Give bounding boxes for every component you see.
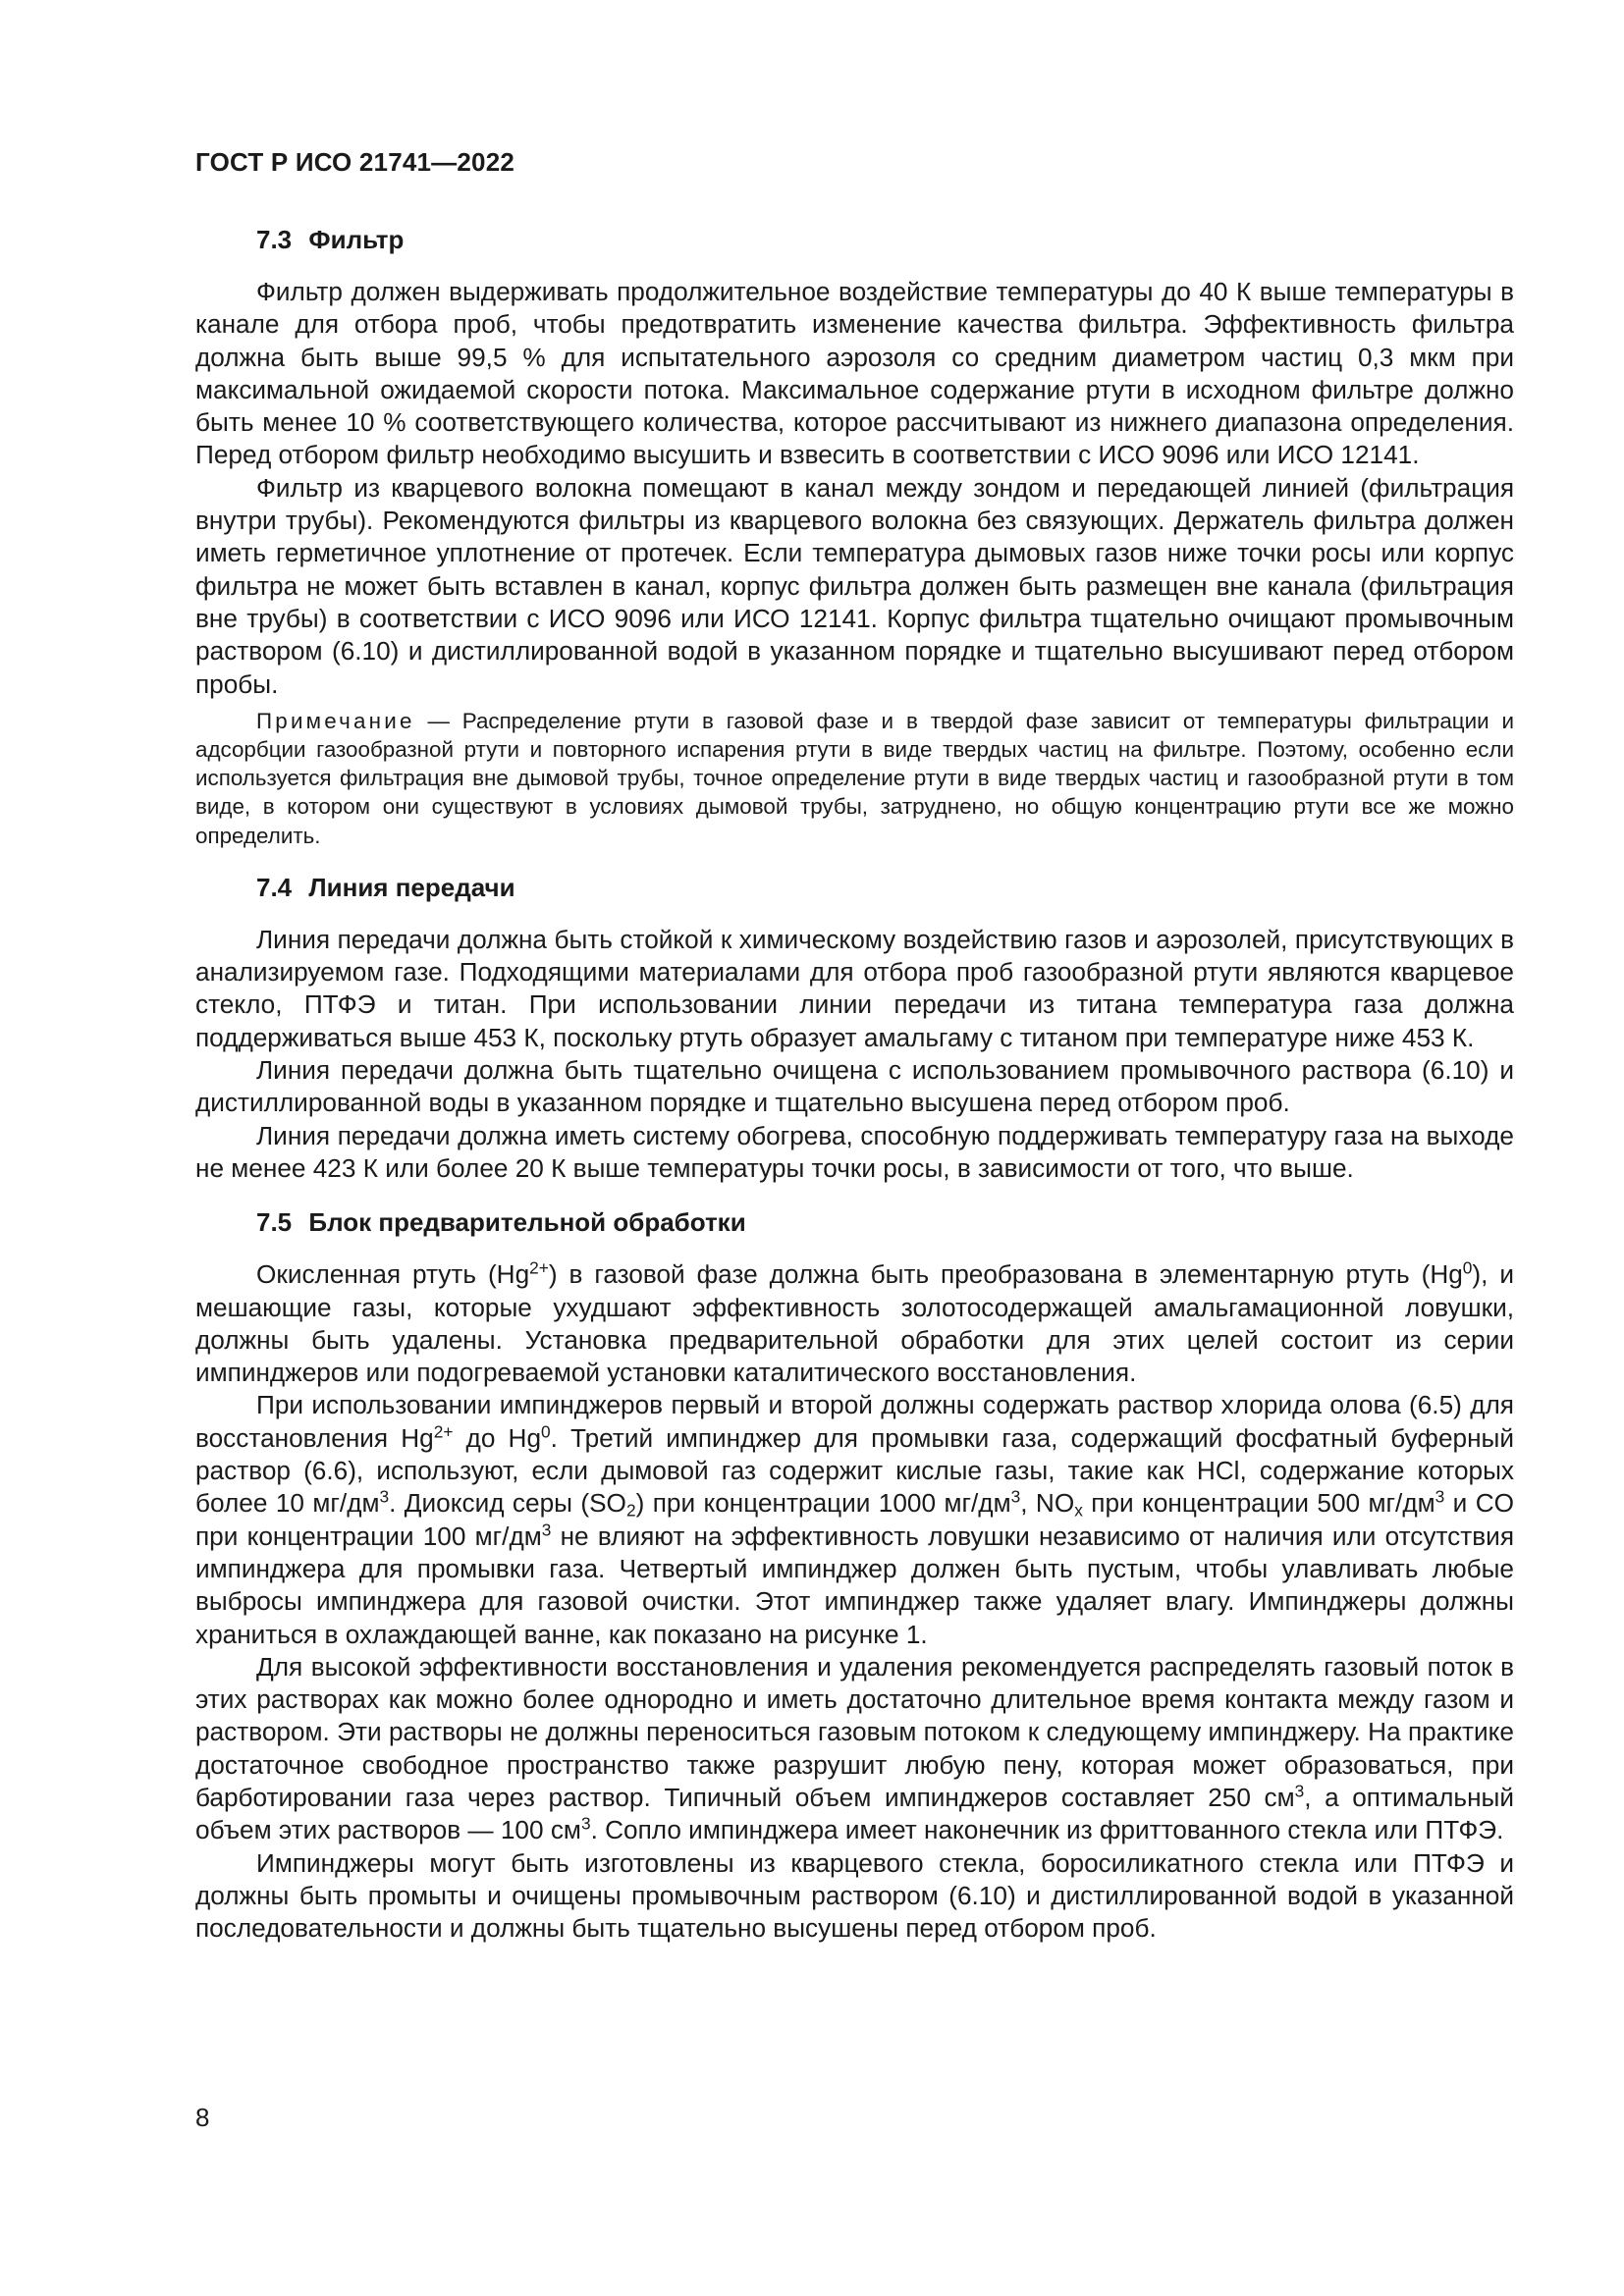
paragraph: Линия передачи должна иметь систему обогрева, способную поддерживать температуру газа на выходе не менее 423 К или более 20 К выше температуры точки росы, в зависимости от того, что выше. [195, 1120, 1514, 1183]
paragraph: При использовании импинджеров первый и второй должны содержать раствор хлорида олова (6.5) для восстановления $Hg^{2+}$ до Hg$^0$. Третий импинджер для промывки газа, содержащий фосфатный буферный раствор (6.6), используют, если дымовой газ содержит кислые газы, такие как HCl, содержание которых более 10 $мг/дм^3$. Диоксид серы $(SO_2)$ при концентрации 1000 $мг/дм^3$, $NO_x$ при концентрации 500 $мг/дм^3$ и CO при концентрации 100 $мг/дм^3$ не влияют на эффективность ловушки независимо от наличия или отсутствия импинджера для промывки газа. Четвертый импинджер должен быть пустым, чтобы улавливать любые выбросы импинджера для газовой очистки. Этот импинджер также удаляет влагу. Импинджеры должны храниться в охлаждающей ванне, как показано на рисунке 1. [195, 1390, 1514, 1649]
paragraph: Импинджеры могут быть изготовлены из кварцевого стекла, боросиликатного стекла или ПТФЭ и должны быть промыты и очищены промывочным раствором (6.10) и дистиллированной водой в указанной последовательности и должны быть тщательно высушены перед отбором проб. [195, 1847, 1514, 1944]
paragraph: Фильтр должен выдерживать продолжительное воздействие температуры до 40 К выше температуры в канале для отбора проб, чтобы предотвратить изменение качества фильтра. Эффективность фильтра должна быть выше 99,5 % для испытательного аэрозоля со средним диаметром частиц 0,3 мкм при максимальной ожидаемой скорости потока. Максимальное содержание ртути в исходном фильтре должно быть менее 10 % соответствующего количества, которое рассчитывают из нижнего диапазона определения. Перед отбором фильтр необходимо высушить и взвесить в соответствии с ИСО 9096 или ИСО 12141. [195, 277, 1514, 470]
paragraph: Окисленная ртуть $(Hg^{2+})$ в газовой фазе должна быть преобразована в элементарную ртуть (Hg$^0$), и мешающие газы, которые ухудшают эффективность золотосодержащей амальгамационной ловушки, должны быть удалены. Установка предварительной обработки для этих целей состоит из серии импинджеров или подогреваемой установки каталитического восстановления. [195, 1257, 1514, 1388]
section-number: 7.3 [256, 225, 293, 254]
document-header: ГОСТ Р ИСО 21741—2022 [195, 147, 515, 177]
section-title: Фильтр [308, 225, 405, 254]
section-heading-7-5 [195, 1206, 1514, 1239]
paragraph: Линия передачи должна быть стойкой к химическому воздействию газов и аэрозолей, присутствующих в анализируемом газе. Подходящими материалами для отбора проб газообразной ртути являются кварцевое стекло, ПТФЭ и титан. При использовании линии передачи из титана температура газа должна поддерживаться выше 453 К, поскольку ртуть образует амальгаму с титаном при температуре ниже 453 К. [195, 924, 1514, 1052]
paragraph: Фильтр из кварцевого волокна помещают в канал между зондом и передающей линией (фильтрация внутри трубы). Рекомендуются фильтры из кварцевого волокна без связующих. Держатель фильтра должен иметь герметичное уплотнение от протечек. Если температура дымовых газов ниже точки росы или корпус фильтра не может быть вставлен в канал, корпус фильтра должен быть размещен вне канала (фильтрация вне трубы) в соответствии с ИСО 9096 или ИСО 12141. Корпус фильтра тщательно очищают промывочным раствором (6.10) и дистиллированной водой в указанном порядке и тщательно высушивают перед отбором пробы. [195, 472, 1514, 699]
section-title: Блок предварительной обработки [308, 1207, 746, 1238]
note-label: Примечание [256, 708, 415, 733]
note-text: — Распределение ртути в газовой фазе и в твердой фазе зависит от температуры фильтрации и адсорбции газообразной ртути и повторного испарения ртути в виде твердых частиц на фильтре. Поэтому, особенно если используется фильтрация вне дымовой трубы, точное определение ртути в виде твердых частиц и газообразной ртути в том виде, в котором они существуют в условиях дымовой трубы, затруднено, но общую концентрацию ртути все же можно определить. [195, 708, 1514, 848]
page-number: 8 [195, 2103, 210, 2132]
section-number: 7.4 [256, 872, 293, 902]
paragraph: Для высокой эффективности восстановления и удаления рекомендуется распределять газовый поток в этих растворах как можно более однородно и иметь достаточно длительное время контакта между газом и раствором. Эти растворы не должны переноситься газовым потоком к следующему импинджеру. На практике достаточное свободное пространство также разрушит любую пену, которая может образоваться, при барботировании газа через раствор. Типичный объем импинджеров составляет 250 $см^3$, а оптимальный объем этих растворов — 100 $см^3$. Сопло импинджера имеет наконечник из фриттованного стекла или ПТФЭ. [195, 1651, 1514, 1845]
section-number: 7.5 [256, 1207, 293, 1238]
document-body [195, 224, 1514, 1945]
section-title: Линия передачи [308, 872, 515, 902]
section-heading-7-3 [195, 224, 1514, 256]
section-heading-7-4 [195, 872, 1514, 904]
paragraph: Линия передачи должна быть тщательно очищена с использованием промывочного раствора (6.10) и дистиллированной воды в указанном порядке и тщательно высушена перед отбором проб. [195, 1055, 1514, 1118]
note [195, 707, 1514, 850]
